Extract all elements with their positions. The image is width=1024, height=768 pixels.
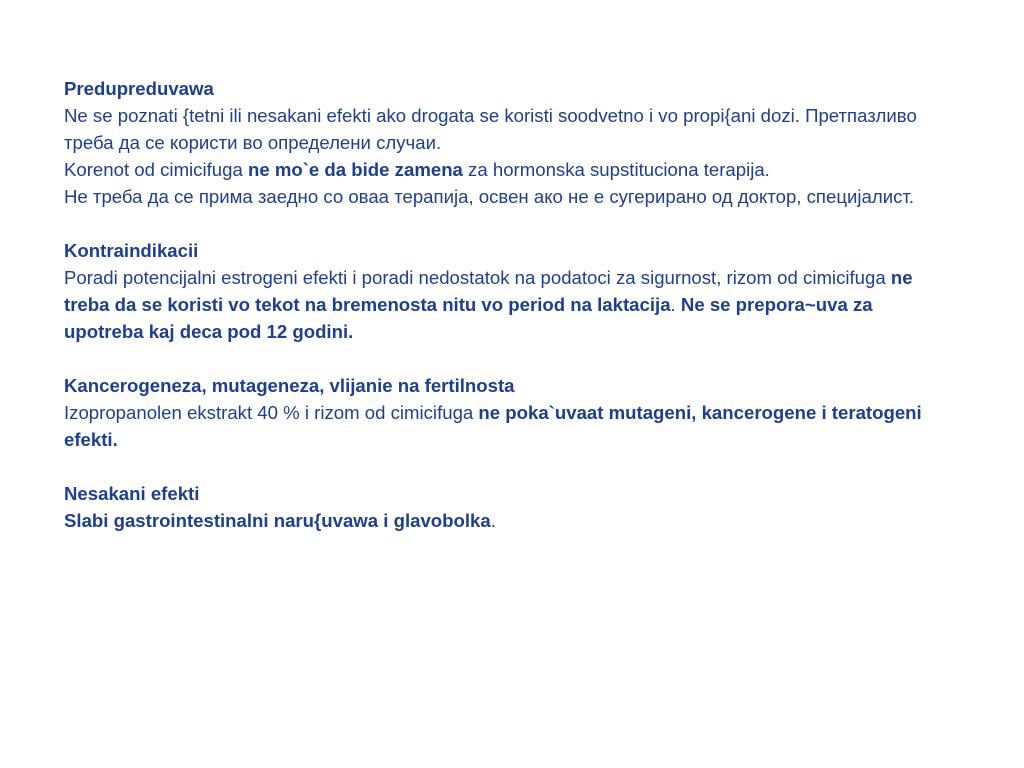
section-heading: Kontraindikacii	[64, 240, 199, 261]
text-run: .	[670, 294, 681, 315]
section-heading: Kancerogeneza, mutageneza, vlijanie na fertilnosta	[64, 375, 515, 396]
bold-text-run: ne mo`e da bide zamena	[247, 159, 463, 180]
bold-text-run: ne treba da se koristi vo tekot na bremenosta nitu vo period na laktacija	[64, 267, 913, 315]
paragraph	[64, 156, 954, 183]
paragraph	[64, 507, 954, 534]
text-run: .	[490, 510, 496, 531]
bold-text-run: Slabi gastrointestinalni naru{uvawa i glavobolka	[64, 510, 491, 531]
text-run: za hormonska supstituciona terapija.	[462, 159, 770, 180]
paragraph	[64, 399, 954, 453]
bold-text-run: Ne se prepora~uva za upotreba kaj deca pod 12 godini.	[64, 294, 873, 342]
section-heading: Predupreduvawa	[64, 78, 214, 99]
paragraph: Не треба да се прима заедно со оваа терапија, освен ако не е сугерирано од доктор, специјалист.	[64, 186, 914, 207]
section-heading: Nesakani efekti	[64, 483, 200, 504]
text-run: Poradi potencijalni estrogeni efekti i poradi nedostatok na podatoci za sigurnost, rizom od cimicifuga	[64, 267, 891, 288]
paragraph	[64, 264, 954, 345]
section-precautions	[64, 75, 954, 210]
paragraph: Ne se poznati {tetni ili nesakani efekti ako drogata se koristi soodvetno i vo propi{ani dozi. Претпазливо треба да се користи во определени случаи.	[64, 105, 917, 153]
bold-text-run: ne poka`uvaat mutageni, kancerogene i teratogeni efekti.	[64, 402, 922, 450]
section-side-effects	[64, 480, 954, 534]
section-carcinogenesis	[64, 372, 954, 453]
section-contraindications	[64, 237, 954, 345]
text-run: Izopropanolen ekstrakt 40 % i rizom od cimicifuga	[64, 402, 479, 423]
text-run: Korenot od cimicifuga	[64, 159, 248, 180]
slide-content	[64, 75, 954, 561]
